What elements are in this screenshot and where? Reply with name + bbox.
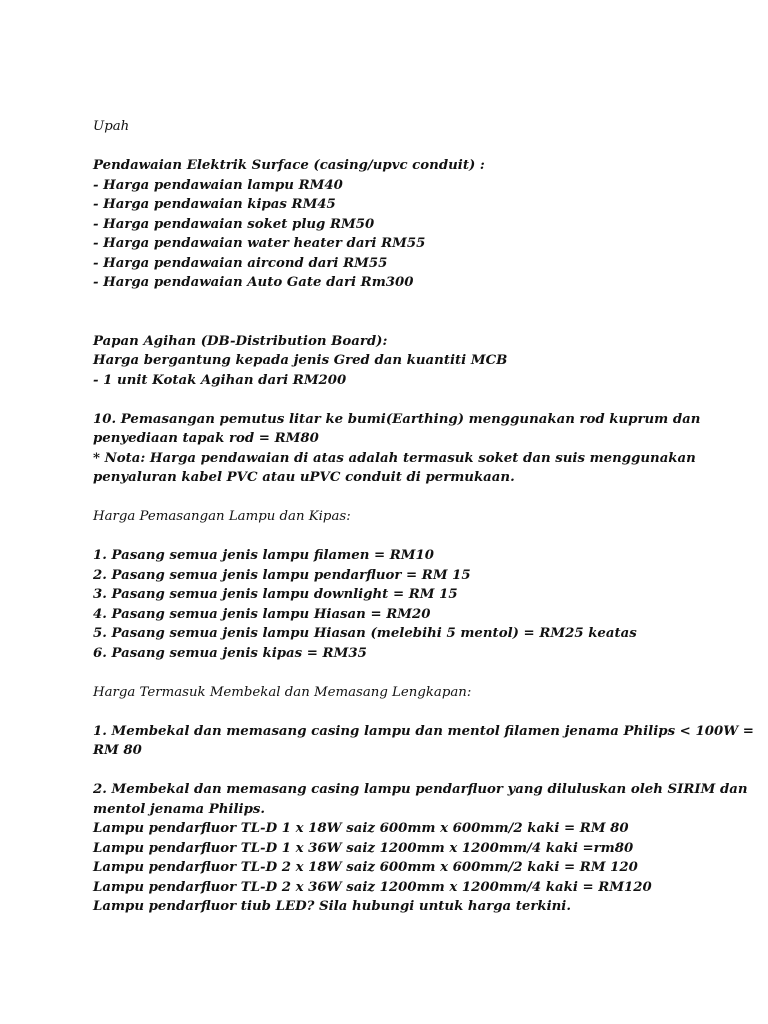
install-item-1: 1. Pasang semua jenis lampu filamen = RM10	[93, 548, 435, 563]
supply-item-1-line-2: RM 80	[93, 743, 142, 758]
wiring-item-auto-gate: - Harga pendawaian Auto Gate dari Rm300	[93, 275, 414, 290]
page-title: Upah	[93, 119, 130, 134]
spacer	[93, 293, 683, 332]
section-supply-heading: Harga Termasuk Membekal dan Memasang Lengkapan:	[93, 684, 472, 700]
install-item-3: 3. Pasang semua jenis lampu downlight = RM 15	[93, 587, 458, 602]
supply-item-2-line-6: Lampu pendarfluor TL-D 2 x 36W saiz 1200mm x 1200mm/4 kaki = RM120	[93, 879, 652, 895]
supply-item-2-line-2: mentol jenama Philips.	[93, 801, 265, 817]
db-line-1: Harga bergantung kepada jenis Gred dan kuantiti MCB	[93, 353, 508, 368]
supply-item-2-line-1: 2. Membekal dan memasang casing lampu pendarfluor yang diluluskan oleh SIRIM dan	[93, 782, 748, 797]
supply-item-2-line-4: Lampu pendarfluor TL-D 1 x 36W saiz 1200mm x 1200mm/4 kaki =rm80	[93, 840, 634, 856]
spacer	[93, 390, 683, 410]
earthing-line-1: 10. Pemasangan pemutus litar ke bumi(Earthing) menggunakan rod kuprum dan	[93, 411, 701, 427]
wiring-item-socket: - Harga pendawaian soket plug RM50	[93, 216, 375, 232]
note-line-1: * Nota: Harga pendawaian di atas adalah termasuk soket dan suis menggunakan	[93, 450, 696, 466]
section-wiring-heading: Pendawaian Elektrik Surface (casing/upvc conduit) :	[93, 158, 485, 173]
install-item-6: 6. Pasang semua jenis kipas = RM35	[93, 645, 367, 661]
install-item-5: 5. Pasang semua jenis lampu Hiasan (melebihi 5 mentol) = RM25 keatas	[93, 626, 637, 641]
wiring-item-aircond: - Harga pendawaian aircond dari RM55	[93, 255, 388, 271]
db-line-2: - 1 unit Kotak Agihan dari RM200	[93, 372, 347, 388]
wiring-item-lamp: - Harga pendawaian lampu RM40	[93, 177, 343, 193]
document-body	[93, 117, 754, 917]
spacer	[93, 488, 683, 508]
install-item-2: 2. Pasang semua jenis lampu pendarfluor = RM 15	[93, 567, 471, 583]
spacer	[93, 527, 683, 547]
supply-item-1-line-1: 1. Membekal dan memasang casing lampu dan mentol filamen jenama Philips < 100W =	[93, 723, 754, 739]
note-line-2: penyaluran kabel PVC atau uPVC conduit di permukaan.	[93, 470, 515, 485]
earthing-line-2: penyediaan tapak rod = RM80	[93, 431, 319, 446]
section-db-heading: Papan Agihan (DB-Distribution Board):	[93, 333, 388, 349]
supply-item-2-line-7: Lampu pendarfluor tiub LED? Sila hubungi untuk harga terkini.	[93, 899, 571, 914]
wiring-item-fan: - Harga pendawaian kipas RM45	[93, 197, 336, 212]
supply-item-2-line-3: Lampu pendarfluor TL-D 1 x 18W saiz 600mm x 600mm/2 kaki = RM 80	[93, 821, 629, 836]
wiring-item-water-heater: - Harga pendawaian water heater dari RM55	[93, 236, 426, 251]
spacer	[93, 761, 683, 781]
spacer	[93, 702, 683, 722]
section-install-heading: Harga Pemasangan Lampu dan Kipas:	[93, 509, 351, 524]
spacer	[93, 137, 683, 157]
install-item-4: 4. Pasang semua jenis lampu Hiasan = RM20	[93, 606, 431, 622]
supply-item-2-line-5: Lampu pendarfluor TL-D 2 x 18W saiz 600mm x 600mm/2 kaki = RM 120	[93, 860, 638, 875]
spacer	[93, 663, 683, 683]
